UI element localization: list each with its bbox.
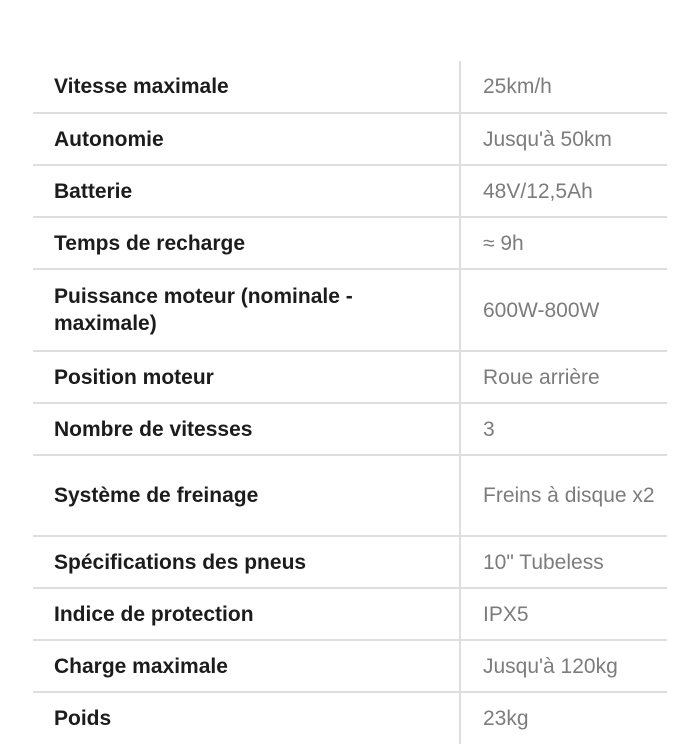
spec-label: Vitesse maximale (33, 61, 460, 113)
spec-label: Temps de recharge (33, 217, 460, 269)
spec-row-motor-power (33, 269, 667, 351)
spec-label: Charge maximale (33, 640, 460, 692)
spec-row-max-load (33, 640, 667, 692)
spec-value: Jusqu'à 120kg (460, 640, 667, 692)
spec-label: Puissance moteur (nominale - maximale) (33, 269, 460, 351)
spec-row-charge-time (33, 217, 667, 269)
spec-row-battery (33, 165, 667, 217)
spec-row-weight (33, 692, 667, 744)
spec-label: Spécifications des pneus (33, 536, 460, 588)
spec-label: Batterie (33, 165, 460, 217)
spec-value: Roue arrière (460, 351, 667, 403)
spec-label: Position moteur (33, 351, 460, 403)
spec-label: Poids (54, 707, 112, 730)
spec-label: Autonomie (33, 113, 460, 165)
spec-value: 600W-800W (460, 269, 667, 351)
spec-value: IPX5 (460, 588, 667, 640)
spec-row-brakes (33, 455, 667, 536)
spec-value: Jusqu'à 50km (460, 113, 667, 165)
spec-value: ≈ 9h (460, 217, 667, 269)
spec-value: 23kg (460, 692, 667, 744)
spec-label: Système de freinage (33, 455, 460, 536)
spec-value: 3 (460, 403, 667, 455)
spec-value: 48V/12,5Ah (460, 165, 667, 217)
spec-label: Nombre de vitesses (33, 403, 460, 455)
spec-row-max-speed (33, 61, 667, 113)
spec-table (33, 61, 667, 744)
spec-value: 10" Tubeless (460, 536, 667, 588)
spec-row-motor-position (33, 351, 667, 403)
spec-row-tires (33, 536, 667, 588)
spec-label: Indice de protection (33, 588, 460, 640)
spec-row-gears (33, 403, 667, 455)
spec-value: Freins à disque x2 (460, 455, 667, 536)
spec-row-range (33, 113, 667, 165)
spec-value: 25km/h (460, 61, 667, 113)
spec-row-protection (33, 588, 667, 640)
